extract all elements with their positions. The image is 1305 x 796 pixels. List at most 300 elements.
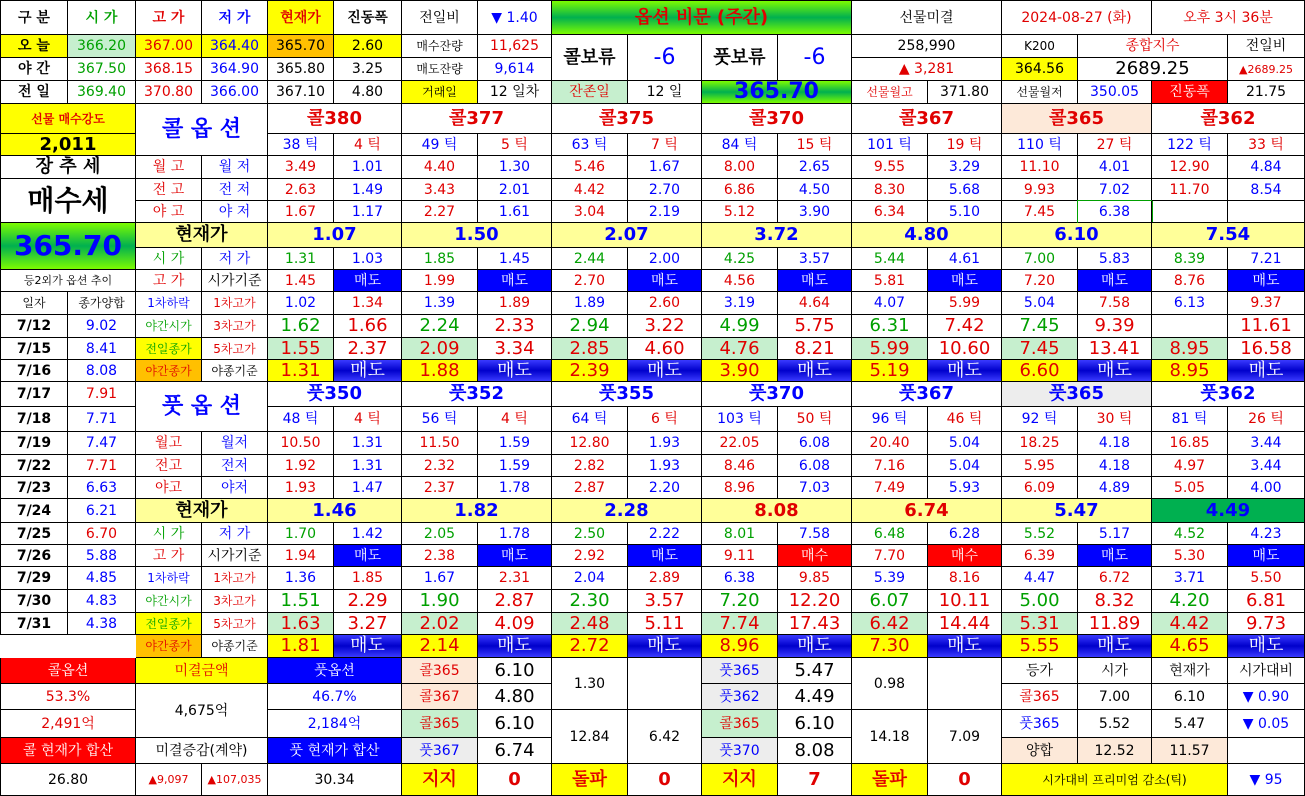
trend-sum: 4.85 [68, 567, 136, 590]
fifth-high: 16.58 [1228, 338, 1305, 360]
signal-badge: 매도 [478, 270, 552, 292]
night-signal: 매도 [628, 635, 702, 658]
pair1-name1: 콜365 [402, 658, 478, 684]
third-high: 3.57 [628, 590, 702, 613]
pair1-val3: 6.10 [478, 710, 552, 738]
low-price: 4.23 [1228, 523, 1305, 545]
fifth-high: 10.60 [928, 338, 1002, 360]
prev-low: 6.08 [778, 455, 852, 477]
prev-low: 5.68 [928, 179, 1002, 201]
trend-sum: 4.83 [68, 590, 136, 613]
high-price: 1.94 [268, 545, 334, 567]
call-hold: -6 [628, 35, 702, 81]
prev-low: 2.01 [478, 179, 552, 201]
kospi-label: 종합지수 [1078, 35, 1228, 58]
month-high: 22.05 [702, 432, 778, 455]
open-price: 1.31 [268, 248, 334, 270]
third-high: 10.11 [928, 590, 1002, 613]
label-night-high: 야 고 [136, 201, 202, 223]
buy-strength-label: 선물 매수강도 [0, 104, 136, 134]
night-close: 2.14 [402, 635, 478, 658]
first-drop: 6.38 [702, 567, 778, 590]
first-drop: 4.47 [1002, 567, 1078, 590]
pair1-val1: 6.10 [478, 658, 552, 684]
pair2-val3: 6.10 [778, 710, 852, 738]
open-price: 7.00 [1002, 248, 1078, 270]
current-price: 4.49 [1152, 499, 1305, 523]
label-high3: 3차고가 [202, 590, 268, 613]
trend-date: 7/16 [0, 360, 68, 382]
first-drop: 1.67 [402, 567, 478, 590]
low-price: 5.17 [1078, 523, 1152, 545]
support-value-1: 0 [478, 764, 552, 796]
night-open: 2.94 [552, 315, 628, 338]
prev-high: 6.86 [702, 179, 778, 201]
atm-put-open: 5.52 [1078, 710, 1152, 738]
prev-close: 8.95 [1152, 338, 1228, 360]
trend-date: 7/24 [0, 499, 68, 523]
bottom-put-amt: 2,184억 [268, 710, 402, 738]
trend-value: 매수세 [0, 179, 136, 223]
month-low: 4.01 [1078, 156, 1152, 179]
low-price: 1.03 [334, 248, 402, 270]
label-prev-high: 전 고 [136, 179, 202, 201]
trend-sum: 7.71 [68, 455, 136, 477]
fut-high: 370.80 [136, 81, 202, 104]
prev-close: 4.42 [1152, 613, 1228, 635]
tick-1: 81 틱 [1152, 407, 1228, 432]
pair2-val1: 5.47 [778, 658, 852, 684]
pair1-mid1: 1.30 [552, 658, 628, 710]
trend-sum: 7.47 [68, 432, 136, 455]
option-name: 풋350 [268, 382, 402, 407]
month-high: 12.90 [1152, 156, 1228, 179]
third-high: 2.87 [478, 590, 552, 613]
night-signal: 매도 [928, 360, 1002, 382]
month-low: 1.01 [334, 156, 402, 179]
breakout-label-2: 돌파 [852, 764, 928, 796]
atm-call-name: 콜365 [1002, 684, 1078, 710]
current-price: 7.54 [1152, 223, 1305, 248]
night-high: 2.27 [402, 201, 478, 223]
pair1-name2: 콜367 [402, 684, 478, 710]
month-high: 11.10 [1002, 156, 1078, 179]
trend-sum: 6.63 [68, 477, 136, 499]
month-low: 4.18 [1078, 432, 1152, 455]
night-signal: 매도 [1078, 360, 1152, 382]
tick-1: 122 틱 [1152, 134, 1228, 156]
month-high: 3.49 [268, 156, 334, 179]
prev-close: 6.42 [852, 613, 928, 635]
tick-2: 4 틱 [478, 407, 552, 432]
night-close: 4.65 [1152, 635, 1228, 658]
header-vol: 진동폭 [334, 0, 402, 35]
bottom-oi-chg2: ▲107,035 [202, 764, 268, 796]
atm-sum-open: 12.52 [1078, 738, 1152, 764]
night-open: 6.07 [852, 590, 928, 613]
open-price: 8.01 [702, 523, 778, 545]
bottom-call-amt: 2,491억 [0, 710, 136, 738]
low-price: 2.22 [628, 523, 702, 545]
fifth-high: 3.27 [334, 613, 402, 635]
prev-high: 11.70 [1152, 179, 1228, 201]
pair2-name4: 풋370 [702, 738, 778, 764]
open-price: 2.50 [552, 523, 628, 545]
prev-close: 2.85 [552, 338, 628, 360]
prevday-value: ▲2689.25 [1228, 58, 1305, 81]
k200-label: K200 [1002, 35, 1078, 58]
prev-low: 5.04 [928, 455, 1002, 477]
third-high: 3.22 [628, 315, 702, 338]
night-signal: 매도 [778, 635, 852, 658]
open-header: 시가 [1078, 658, 1152, 684]
night-high: 2.37 [402, 477, 478, 499]
first-drop: 1.39 [402, 292, 478, 315]
label-prev-close: 전일종가 [136, 338, 202, 360]
label-prev-low: 전 저 [202, 179, 268, 201]
bottom-put-pct: 46.7% [268, 684, 402, 710]
signal-badge: 매도 [778, 270, 852, 292]
fut-row-label: 전 일 [0, 81, 68, 104]
tick-2: 6 틱 [628, 407, 702, 432]
night-close: 5.55 [1002, 635, 1078, 658]
prev-high: 7.16 [852, 455, 928, 477]
fut-oi-change: ▲ 3,281 [852, 58, 1002, 81]
opt-trend-label: 등2외가 옵션 추이 [0, 270, 136, 292]
atm-header: 등가 [1002, 658, 1078, 684]
cur-header: 현재가 [1152, 658, 1228, 684]
tick-1: 84 틱 [702, 134, 778, 156]
fut-cur: 367.10 [268, 81, 334, 104]
night-open: 7.20 [702, 590, 778, 613]
open-price: 4.52 [1152, 523, 1228, 545]
breakout-value-1: 0 [628, 764, 702, 796]
header-prevcmp-value: ▼ 1.40 [478, 0, 552, 35]
tick-2: 5 틱 [478, 134, 552, 156]
put-opt-label: 풋 옵 션 [136, 382, 268, 432]
pair1-mid2: 12.84 [552, 710, 628, 764]
fifth-high: 4.09 [478, 613, 552, 635]
high-price: 2.92 [552, 545, 628, 567]
fifth-high: 8.21 [778, 338, 852, 360]
tick-2: 50 틱 [778, 407, 852, 432]
pair2-val2: 4.49 [778, 684, 852, 710]
open-price: 1.85 [402, 248, 478, 270]
vol-value: 21.75 [1228, 81, 1305, 104]
pair2-name1: 풋365 [702, 658, 778, 684]
tick-2: 27 틱 [1078, 134, 1152, 156]
kospi-value: 2689.25 [1078, 58, 1228, 81]
prev-high: 4.42 [552, 179, 628, 201]
signal-badge: 매도 [628, 270, 702, 292]
sum-col-header: 종가양합 [68, 292, 136, 315]
label-prev-low: 전저 [202, 455, 268, 477]
label-night-close: 야간종가 [136, 635, 202, 658]
prev-low: 8.54 [1228, 179, 1305, 201]
trend-date: 7/26 [0, 545, 68, 567]
pair2-name2: 풋362 [702, 684, 778, 710]
label-high: 고 가 [136, 270, 202, 292]
trend-date: 7/19 [0, 432, 68, 455]
label-month-high: 월고 [136, 432, 202, 455]
bid-remain: 11,625 [478, 35, 552, 58]
month-high: 11.50 [402, 432, 478, 455]
night-signal: 매도 [334, 635, 402, 658]
trend-sum: 6.70 [68, 523, 136, 545]
prev-low: 7.02 [1078, 179, 1152, 201]
pair1-name3: 콜365 [402, 710, 478, 738]
label-high5: 5차고가 [202, 613, 268, 635]
atm-sum-name: 양합 [1002, 738, 1078, 764]
fut-open: 367.50 [68, 58, 136, 81]
low-price: 4.61 [928, 248, 1002, 270]
atm-call-cur: 6.10 [1152, 684, 1228, 710]
month-low-label: 선물월저 [1002, 81, 1078, 104]
fifth-high: 3.34 [478, 338, 552, 360]
month-low: 1.67 [628, 156, 702, 179]
third-high: 2.29 [334, 590, 402, 613]
open-price: 6.48 [852, 523, 928, 545]
label-low: 저 가 [202, 248, 268, 270]
label-curprice: 현재가 [136, 223, 268, 248]
prev-high: 2.82 [552, 455, 628, 477]
trend-sum: 8.41 [68, 338, 136, 360]
high-price: 2.38 [402, 545, 478, 567]
high-price: 1.45 [268, 270, 334, 292]
first-high: 2.89 [628, 567, 702, 590]
low-price: 5.83 [1078, 248, 1152, 270]
night-open: 1.51 [268, 590, 334, 613]
low-price: 2.00 [628, 248, 702, 270]
night-low: 6.38 [1078, 201, 1152, 223]
atm-put-cur: 5.47 [1152, 710, 1228, 738]
month-low: 1.93 [628, 432, 702, 455]
option-name: 풋365 [1002, 382, 1152, 407]
first-drop: 1.36 [268, 567, 334, 590]
month-low: 6.08 [778, 432, 852, 455]
trend-sum: 8.08 [68, 360, 136, 382]
month-high: 10.50 [268, 432, 334, 455]
pair1-val2: 4.80 [478, 684, 552, 710]
night-close: 1.81 [268, 635, 334, 658]
prev-high: 8.46 [702, 455, 778, 477]
prev-high: 3.43 [402, 179, 478, 201]
prev-low: 1.31 [334, 455, 402, 477]
night-close: 2.72 [552, 635, 628, 658]
month-high: 4.40 [402, 156, 478, 179]
night-high: 5.12 [702, 201, 778, 223]
tick-2: 26 틱 [1228, 407, 1305, 432]
fut-open: 366.20 [68, 35, 136, 58]
fut-cur: 365.70 [268, 35, 334, 58]
breakout-label-1: 돌파 [552, 764, 628, 796]
current-price: 2.07 [552, 223, 702, 248]
high-price: 6.39 [1002, 545, 1078, 567]
label-night-open: 야간시가 [136, 590, 202, 613]
prev-low: 4.50 [778, 179, 852, 201]
option-name: 풋355 [552, 382, 702, 407]
fifth-high: 17.43 [778, 613, 852, 635]
prev-close: 4.76 [702, 338, 778, 360]
night-low: 4.00 [1228, 477, 1305, 499]
atm-sum-diff [1228, 738, 1305, 764]
first-high: 9.85 [778, 567, 852, 590]
current-price: 5.47 [1002, 499, 1152, 523]
pair1-val4: 6.74 [478, 738, 552, 764]
month-high: 9.55 [852, 156, 928, 179]
current-price: 3.72 [702, 223, 852, 248]
tick-2: 33 틱 [1228, 134, 1305, 156]
prev-high: 5.95 [1002, 455, 1078, 477]
trend-label: 장 추 세 [0, 156, 136, 179]
tick-2: 19 틱 [928, 134, 1002, 156]
remain-day: 12 일 [628, 81, 702, 104]
tick-1: 110 틱 [1002, 134, 1078, 156]
night-signal: 매도 [628, 360, 702, 382]
option-name: 풋352 [402, 382, 552, 407]
atm-put-diff: ▼ 0.05 [1228, 710, 1305, 738]
premium-label: 시가대비 프리미엄 감소(틱) [1002, 764, 1228, 796]
breakout-value-2: 0 [928, 764, 1002, 796]
tick-2: 30 틱 [1078, 407, 1152, 432]
label-night-close-base: 야종기준 [202, 635, 268, 658]
trend-sum: 5.88 [68, 545, 136, 567]
bottom-call-sum-label: 콜 현재가 합산 [0, 738, 136, 764]
option-name: 콜377 [402, 104, 552, 134]
night-signal: 매도 [478, 360, 552, 382]
option-name: 풋370 [702, 382, 852, 407]
prev-low: 1.93 [628, 455, 702, 477]
bottom-call-sum: 26.80 [0, 764, 136, 796]
prev-high: 9.93 [1002, 179, 1078, 201]
fut-vol: 3.25 [334, 58, 402, 81]
fut-vol: 4.80 [334, 81, 402, 104]
trend-date: 7/22 [0, 455, 68, 477]
night-high: 1.93 [268, 477, 334, 499]
night-signal: 매도 [1228, 635, 1305, 658]
tick-2: 4 틱 [334, 134, 402, 156]
signal-badge: 매도 [1228, 270, 1305, 292]
night-high: 2.87 [552, 477, 628, 499]
month-low: 1.59 [478, 432, 552, 455]
current-price: 6.74 [852, 499, 1002, 523]
current-price: 1.46 [268, 499, 402, 523]
trend-sum: 9.02 [68, 315, 136, 338]
vol-label: 진동폭 [1152, 81, 1228, 104]
night-high: 7.45 [1002, 201, 1078, 223]
first-high: 1.89 [478, 292, 552, 315]
tick-1: 56 틱 [402, 407, 478, 432]
first-drop: 1.02 [268, 292, 334, 315]
night-low: 1.17 [334, 201, 402, 223]
night-signal: 매도 [928, 635, 1002, 658]
header-prevcmp: 전일비 [402, 0, 478, 35]
ask-remain-label: 매도잔량 [402, 58, 478, 81]
side-big-price: 365.70 [0, 223, 136, 270]
bottom-oi-total: 4,675억 [136, 684, 268, 738]
low-price: 7.21 [1228, 248, 1305, 270]
ask-remain: 9,614 [478, 58, 552, 81]
month-low: 350.05 [1078, 81, 1152, 104]
fut-oi: 258,990 [852, 35, 1002, 58]
open-price: 2.05 [402, 523, 478, 545]
low-price: 7.58 [778, 523, 852, 545]
label-high3: 3차고가 [202, 315, 268, 338]
fut-low: 364.90 [202, 58, 268, 81]
label-high: 고 가 [136, 545, 202, 567]
call-opt-label: 콜 옵 션 [136, 104, 268, 156]
trend-date: 7/31 [0, 613, 68, 635]
prev-close: 5.99 [852, 338, 928, 360]
night-close: 5.19 [852, 360, 928, 382]
trade-day: 12 일차 [478, 81, 552, 104]
prev-close: 2.02 [402, 613, 478, 635]
prev-high: 2.32 [402, 455, 478, 477]
option-name: 콜380 [268, 104, 402, 134]
trade-day-label: 거래일 [402, 81, 478, 104]
bottom-oi-amount: 미결금액 [136, 658, 268, 684]
bottom-oi-chg1: ▲9,097 [136, 764, 202, 796]
prev-high: 1.92 [268, 455, 334, 477]
open-price: 5.44 [852, 248, 928, 270]
label-month-high: 월 고 [136, 156, 202, 179]
label-night-low: 야 저 [202, 201, 268, 223]
prev-low: 4.18 [1078, 455, 1152, 477]
prev-low: 1.49 [334, 179, 402, 201]
third-high: 12.20 [778, 590, 852, 613]
fut-big-price: 365.70 [702, 81, 852, 104]
month-high: 12.80 [552, 432, 628, 455]
atm-call-diff: ▼ 0.90 [1228, 684, 1305, 710]
open-price: 2.44 [552, 248, 628, 270]
current-price: 1.50 [402, 223, 552, 248]
trend-date: 7/15 [0, 338, 68, 360]
month-low: 3.29 [928, 156, 1002, 179]
prev-low: 2.70 [628, 179, 702, 201]
first-drop: 6.13 [1152, 292, 1228, 315]
option-name: 풋367 [852, 382, 1002, 407]
label-high5: 5차고가 [202, 338, 268, 360]
label-openbase: 시가기준 [202, 545, 268, 567]
call-hold-label: 콜보류 [552, 35, 628, 81]
fut-low: 366.00 [202, 81, 268, 104]
atm-call-open: 7.00 [1078, 684, 1152, 710]
first-high: 9.37 [1228, 292, 1305, 315]
trend-sum: 4.38 [68, 613, 136, 635]
header-gubun: 구 분 [0, 0, 68, 35]
fut-row-label: 오 늘 [0, 35, 68, 58]
first-drop: 5.04 [1002, 292, 1078, 315]
label-low1: 1차하락 [136, 292, 202, 315]
month-low: 3.44 [1228, 432, 1305, 455]
night-signal: 매도 [334, 360, 402, 382]
tick-1: 92 틱 [1002, 407, 1078, 432]
k200-value: 364.56 [1002, 58, 1078, 81]
signal-badge: 매수 [778, 545, 852, 567]
open-price: 8.39 [1152, 248, 1228, 270]
option-name: 콜367 [852, 104, 1002, 134]
night-high [1152, 201, 1228, 223]
month-low: 2.65 [778, 156, 852, 179]
night-low: 5.10 [928, 201, 1002, 223]
night-open [1152, 315, 1228, 338]
atm-put-name: 풋365 [1002, 710, 1078, 738]
high-price: 5.30 [1152, 545, 1228, 567]
atm-sum-cur: 11.57 [1152, 738, 1228, 764]
third-high: 6.81 [1228, 590, 1305, 613]
month-high: 8.00 [702, 156, 778, 179]
month-high: 18.25 [1002, 432, 1078, 455]
